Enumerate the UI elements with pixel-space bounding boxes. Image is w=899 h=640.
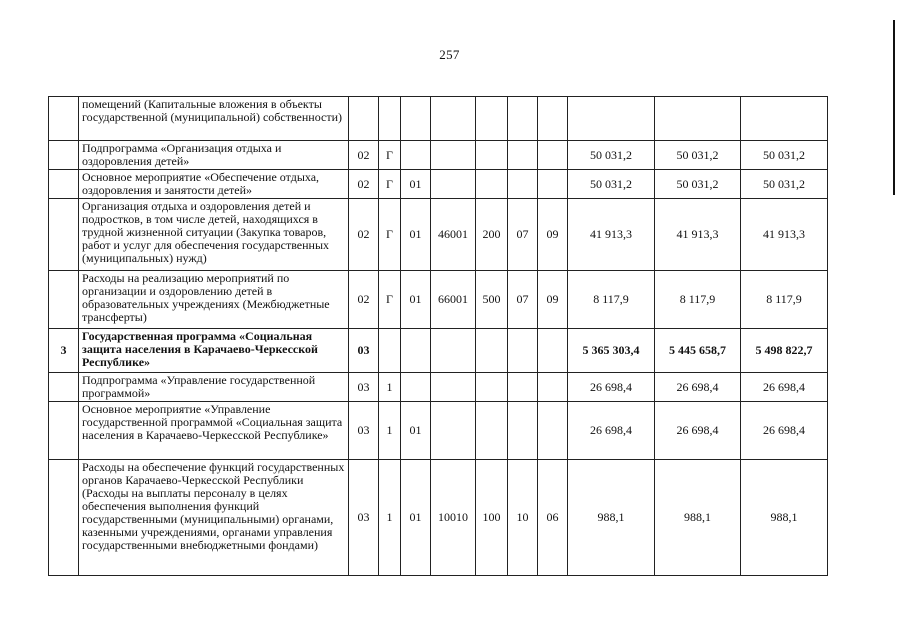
program-code-cell: 02 bbox=[349, 170, 379, 199]
amount-year3-cell: 50 031,2 bbox=[741, 170, 828, 199]
row-number-cell bbox=[49, 97, 79, 141]
row-number-cell bbox=[49, 460, 79, 576]
program-code-cell bbox=[349, 97, 379, 141]
subsection-cell bbox=[538, 97, 568, 141]
row-name-cell: Подпрограмма «Организация отдыха и оздоровления детей» bbox=[79, 141, 349, 170]
amount-year2-cell: 26 698,4 bbox=[655, 373, 741, 402]
row-number-cell bbox=[49, 271, 79, 329]
expense-type-cell bbox=[476, 97, 508, 141]
amount-year1-cell: 8 117,9 bbox=[568, 271, 655, 329]
program-code-cell: 03 bbox=[349, 329, 379, 373]
main-event-code-cell bbox=[401, 329, 431, 373]
row-number-cell bbox=[49, 199, 79, 271]
amount-year1-cell: 26 698,4 bbox=[568, 402, 655, 460]
row-name-cell: Основное мероприятие «Управление государственной программой «Социальная защита населения в Карачаево-Черкесской Республике» bbox=[79, 402, 349, 460]
program-code-cell: 03 bbox=[349, 460, 379, 576]
amount-year3-cell: 5 498 822,7 bbox=[741, 329, 828, 373]
amount-year2-cell: 5 445 658,7 bbox=[655, 329, 741, 373]
subprogram-code-cell: 1 bbox=[379, 373, 401, 402]
amount-year1-cell: 5 365 303,4 bbox=[568, 329, 655, 373]
section-cell: 07 bbox=[508, 271, 538, 329]
program-code-cell: 02 bbox=[349, 271, 379, 329]
subsection-cell bbox=[538, 329, 568, 373]
subprogram-code-cell: 1 bbox=[379, 402, 401, 460]
section-cell: 07 bbox=[508, 199, 538, 271]
subsection-cell bbox=[538, 170, 568, 199]
expense-type-cell bbox=[476, 141, 508, 170]
expense-type-cell bbox=[476, 329, 508, 373]
expense-type-cell: 500 bbox=[476, 271, 508, 329]
amount-year3-cell: 8 117,9 bbox=[741, 271, 828, 329]
main-event-code-cell bbox=[401, 373, 431, 402]
amount-year3-cell: 41 913,3 bbox=[741, 199, 828, 271]
amount-year1-cell: 988,1 bbox=[568, 460, 655, 576]
table-row bbox=[49, 170, 828, 199]
direction-code-cell bbox=[431, 141, 476, 170]
scan-edge-line bbox=[893, 20, 895, 195]
amount-year2-cell: 988,1 bbox=[655, 460, 741, 576]
subprogram-code-cell: Г bbox=[379, 141, 401, 170]
subprogram-code-cell: Г bbox=[379, 271, 401, 329]
section-cell bbox=[508, 373, 538, 402]
row-name-cell: Основное мероприятие «Обеспечение отдыха, оздоровления и занятости детей» bbox=[79, 170, 349, 199]
table-row bbox=[49, 402, 828, 460]
subsection-cell bbox=[538, 402, 568, 460]
expense-type-cell bbox=[476, 170, 508, 199]
section-cell bbox=[508, 402, 538, 460]
subprogram-code-cell: Г bbox=[379, 170, 401, 199]
amount-year2-cell bbox=[655, 97, 741, 141]
amount-year1-cell bbox=[568, 97, 655, 141]
amount-year2-cell: 50 031,2 bbox=[655, 141, 741, 170]
table-row bbox=[49, 373, 828, 402]
direction-code-cell: 10010 bbox=[431, 460, 476, 576]
program-code-cell: 02 bbox=[349, 141, 379, 170]
table-row bbox=[49, 329, 828, 373]
subsection-cell: 06 bbox=[538, 460, 568, 576]
main-event-code-cell bbox=[401, 141, 431, 170]
amount-year2-cell: 41 913,3 bbox=[655, 199, 741, 271]
direction-code-cell bbox=[431, 329, 476, 373]
section-cell: 10 bbox=[508, 460, 538, 576]
amount-year3-cell: 26 698,4 bbox=[741, 373, 828, 402]
row-name-cell: Расходы на обеспечение функций государственных органов Карачаево-Черкесской Республики (Расходы на выплаты персоналу в целях обеспечения выполнения функций государственными (муниципальными) органами, казенными учреждениями, органами управления государственными внебюджетными фондами) bbox=[79, 460, 349, 576]
page-number: 257 bbox=[439, 47, 460, 62]
section-cell bbox=[508, 141, 538, 170]
amount-year3-cell: 50 031,2 bbox=[741, 141, 828, 170]
program-code-cell: 03 bbox=[349, 402, 379, 460]
subsection-cell bbox=[538, 373, 568, 402]
direction-code-cell bbox=[431, 402, 476, 460]
direction-code-cell: 46001 bbox=[431, 199, 476, 271]
direction-code-cell: 66001 bbox=[431, 271, 476, 329]
amount-year2-cell: 8 117,9 bbox=[655, 271, 741, 329]
main-event-code-cell: 01 bbox=[401, 271, 431, 329]
subprogram-code-cell: 1 bbox=[379, 460, 401, 576]
expense-type-cell: 200 bbox=[476, 199, 508, 271]
expense-type-cell: 100 bbox=[476, 460, 508, 576]
row-name-cell: помещений (Капитальные вложения в объекты государственной (муниципальной) собственности) bbox=[79, 97, 349, 141]
row-name-cell: Организация отдыха и оздоровления детей и подростков, в том числе детей, находящихся в трудной жизненной ситуации (Закупка товаров, работ и услуг для обеспечения государственных (муниципальных) нужд) bbox=[79, 199, 349, 271]
amount-year1-cell: 26 698,4 bbox=[568, 373, 655, 402]
amount-year1-cell: 50 031,2 bbox=[568, 141, 655, 170]
main-event-code-cell: 01 bbox=[401, 460, 431, 576]
section-cell bbox=[508, 170, 538, 199]
expense-type-cell bbox=[476, 373, 508, 402]
row-name-cell: Подпрограмма «Управление государственной программой» bbox=[79, 373, 349, 402]
program-code-cell: 02 bbox=[349, 199, 379, 271]
amount-year3-cell bbox=[741, 97, 828, 141]
amount-year2-cell: 50 031,2 bbox=[655, 170, 741, 199]
main-event-code-cell bbox=[401, 97, 431, 141]
subsection-cell: 09 bbox=[538, 199, 568, 271]
amount-year1-cell: 50 031,2 bbox=[568, 170, 655, 199]
row-number-cell bbox=[49, 373, 79, 402]
table-row bbox=[49, 271, 828, 329]
program-code-cell: 03 bbox=[349, 373, 379, 402]
direction-code-cell bbox=[431, 170, 476, 199]
table-row bbox=[49, 141, 828, 170]
amount-year3-cell: 26 698,4 bbox=[741, 402, 828, 460]
row-number-cell: 3 bbox=[49, 329, 79, 373]
amount-year1-cell: 41 913,3 bbox=[568, 199, 655, 271]
subprogram-code-cell bbox=[379, 329, 401, 373]
direction-code-cell bbox=[431, 373, 476, 402]
table-row bbox=[49, 97, 828, 141]
row-name-cell: Государственная программа «Социальная защита населения в Карачаево-Черкесской Республике» bbox=[79, 329, 349, 373]
row-number-cell bbox=[49, 141, 79, 170]
budget-table bbox=[48, 96, 828, 576]
subprogram-code-cell: Г bbox=[379, 199, 401, 271]
amount-year2-cell: 26 698,4 bbox=[655, 402, 741, 460]
section-cell bbox=[508, 329, 538, 373]
table-row bbox=[49, 199, 828, 271]
subsection-cell bbox=[538, 141, 568, 170]
section-cell bbox=[508, 97, 538, 141]
amount-year3-cell: 988,1 bbox=[741, 460, 828, 576]
row-number-cell bbox=[49, 170, 79, 199]
main-event-code-cell: 01 bbox=[401, 170, 431, 199]
main-event-code-cell: 01 bbox=[401, 199, 431, 271]
subsection-cell: 09 bbox=[538, 271, 568, 329]
subprogram-code-cell bbox=[379, 97, 401, 141]
main-event-code-cell: 01 bbox=[401, 402, 431, 460]
expense-type-cell bbox=[476, 402, 508, 460]
row-number-cell bbox=[49, 402, 79, 460]
table-row bbox=[49, 460, 828, 576]
row-name-cell: Расходы на реализацию мероприятий по организации и оздоровлению детей в образовательных учреждениях (Межбюджетные трансферты) bbox=[79, 271, 349, 329]
direction-code-cell bbox=[431, 97, 476, 141]
